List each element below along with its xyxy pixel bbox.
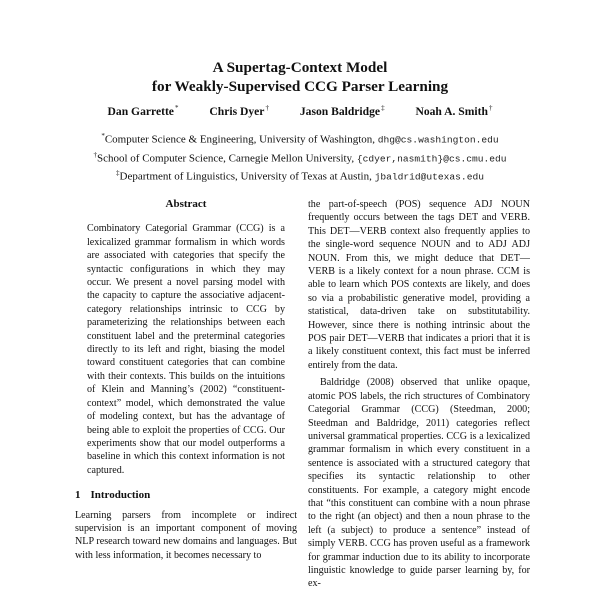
email-link[interactable]: {cdyer,nasmith}@cs.cmu.edu xyxy=(356,153,507,165)
title-line-1: A Supertag-Context Model xyxy=(212,59,388,76)
author-mark: * xyxy=(174,104,179,112)
title-line-2: for Weakly-Supervised CCG Parser Learning xyxy=(151,78,449,95)
right-column xyxy=(308,198,530,600)
intro-paragraph: Learning parsers from incomplete or indirect supervision is an important component of moving NLP research toward new domains and languages. But with less information, it becomes necessary to xyxy=(75,509,297,561)
author xyxy=(300,104,385,118)
abstract-text: Combinatory Categorial Grammar (CCG) is a lexicalized grammar formalism in which words are associated with categories that specify the syntactic configurations in which they may occur. We present a novel parsing model with the capacity to capture the associative adjacent-category relationships intrinsic to CCG by parameterizing the relationships between each constituent label and the preterminal categories directly to its left and right, biasing the model toward constituent categories that can combine with their contexts. This builds on the intuitions of Klein and Manning’s (2002) “constituent-context” model, which demonstrated the value of modeling context, but has the advantage of being able to exploit the properties of CCG. Our experiments show that our model outperforms a baseline in which this context information is not captured. xyxy=(87,223,285,476)
author-name: Chris Dyer xyxy=(209,104,265,118)
body-paragraph: the part-of-speech (POS) sequence ADJ NOUN frequently occurs between the tags DET and VERB. This DET—VERB context also frequently applies to the single-word sequence NOUN and to ADJ ADJ NOUN. From this, we might deduce that DET—VERB is a likely context for a noun phrase. CCM is able to learn which POS contexts are likely, and does so via a probabilistic generative model, providing a statistical, data-driven take on substitutability. However, since there is nothing intrinsic about the POS pair DET—VERB that indicates a priori that it is a likely constituent context, this fact must be inferred entirely from the data. xyxy=(308,199,530,371)
author-mark: ‡ xyxy=(381,104,385,112)
affiliation-mark: † xyxy=(93,150,97,159)
affiliation xyxy=(0,166,600,185)
affiliation xyxy=(0,148,600,167)
affiliation-text: School of Computer Science, Carnegie Mellon University, xyxy=(96,152,357,165)
affiliation-mark: * xyxy=(101,132,105,140)
paper-title xyxy=(0,58,600,96)
affiliation-text: Computer Science & Engineering, University of Washington, xyxy=(104,133,378,146)
section-number: 1 xyxy=(75,489,81,502)
body-paragraph: Baldridge (2008) observed that unlike opaque, atomic POS labels, the rich structures of Combinatory Categorial Grammar (CCG) (Steedman, 2000; Steedman and Baldridge, 2011) categories reflect universal grammatical properties. CCG is a lexicalized grammar formalism in which every constituent in a sentence is associated with a structured category that specifies its syntactic relationship to other constituents. For example, a category might encode that “this constituent can combine with a noun phrase to the right (an object) and then a noun phrase to the left (a subject) to produce a sentence” instead of simply VERB. CCG has proven useful as a framework for grammar induction due to its ability to incorporate linguistic knowledge to guide parser learning by, for ex- xyxy=(308,377,530,590)
author xyxy=(108,104,179,118)
author xyxy=(209,104,269,118)
section-heading xyxy=(75,489,297,502)
author-mark: † xyxy=(488,104,493,112)
abstract-heading: Abstract xyxy=(165,198,207,210)
author-mark: † xyxy=(265,104,269,112)
affiliation-mark: ‡ xyxy=(116,169,120,178)
section-title: Introduction xyxy=(90,489,151,502)
left-column xyxy=(75,198,297,600)
author-name: Noah A. Smith xyxy=(415,104,488,118)
affiliations xyxy=(0,129,600,185)
affiliation-text: Department of Linguistics, University of Texas at Austin, xyxy=(119,170,375,183)
author-name: Dan Garrette xyxy=(107,104,174,118)
author xyxy=(415,104,492,118)
affiliation xyxy=(0,129,600,148)
email-link[interactable]: jbaldrid@utexas.edu xyxy=(374,171,484,183)
email-link[interactable]: dhg@cs.washington.edu xyxy=(377,134,499,146)
author-list xyxy=(0,104,600,118)
author-name: Jason Baldridge xyxy=(299,104,381,118)
